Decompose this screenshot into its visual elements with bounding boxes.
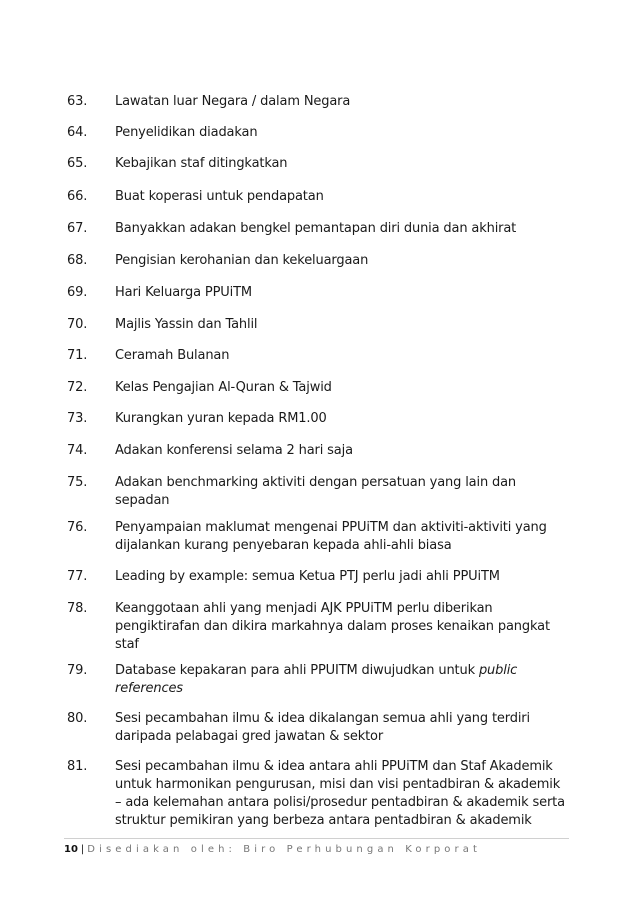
item-text: Penyampaian maklumat mengenai PPUiTM dan aktiviti-aktiviti yang dijalankan kurang penyebaran kepada ahli-ahli biasa (115, 520, 547, 553)
item-text: Buat koperasi untuk pendapatan (115, 189, 324, 204)
item-text: Sesi pecambahan ilmu & idea antara ahli PPUiTM dan Staf Akademik untuk harmonikan pengurusan, misi dan visi pentadbiran & akademik – ada kelemahan antara polisi/prosedur pentadbiran & akademik serta struktur pemikiran yang berbeza antara pentadbiran & akademik (115, 759, 565, 828)
item-text: Kebajikan staf ditingkatkan (115, 156, 288, 171)
item-text: Keanggotaan ahli yang menjadi AJK PPUiTM perlu diberikan pengiktirafan dan dikira markahnya dalam proses kenaikan pangkat staf (115, 601, 550, 652)
item-text: Leading by example: semua Ketua PTJ perlu jadi ahli PPUiTM (115, 569, 500, 584)
item-number: 70. (67, 317, 88, 332)
item-text: Adakan konferensi selama 2 hari saja (115, 443, 353, 458)
item-text: Ceramah Bulanan (115, 348, 230, 363)
item-number: 79. (67, 663, 88, 678)
item-number: 77. (67, 569, 88, 584)
item-number: 63. (67, 94, 88, 109)
footer-separator: | (80, 844, 85, 855)
item-number: 68. (67, 253, 88, 268)
item-text-plain: Database kepakaran para ahli PPUITM diwujudkan untuk (115, 663, 479, 678)
item-text (115, 662, 567, 698)
item-text: Adakan benchmarking aktiviti dengan persatuan yang lain dan sepadan (115, 475, 517, 508)
footer-divider (64, 838, 569, 839)
item-text: Lawatan luar Negara / dalam Negara (115, 94, 351, 109)
item-number: 80. (67, 711, 88, 726)
item-number: 74. (67, 443, 88, 458)
item-number: 72. (67, 380, 88, 395)
item-number: 76. (67, 520, 88, 535)
item-text: Kelas Pengajian Al-Quran & Tajwid (115, 380, 332, 395)
page-number: 10 (64, 844, 78, 855)
item-number: 66. (67, 189, 88, 204)
item-text: Penyelidikan diadakan (115, 125, 258, 140)
item-number: 65. (67, 156, 88, 171)
item-text-italic: public references (115, 663, 518, 696)
item-text: Sesi pecambahan ilmu & idea dikalangan semua ahli yang terdiri daripada pelabagai gred jawatan & sektor (115, 711, 530, 744)
footer-credit: Disediakan oleh: Biro Perhubungan Korporat (87, 844, 481, 855)
item-text: Pengisian kerohanian dan kekeluargaan (115, 253, 369, 268)
item-number: 81. (67, 759, 88, 774)
item-number: 75. (67, 475, 88, 490)
item-number: 71. (67, 348, 88, 363)
item-text: Banyakkan adakan bengkel pemantapan diri dunia dan akhirat (115, 221, 517, 236)
item-number: 64. (67, 125, 88, 140)
item-number: 78. (67, 601, 88, 616)
item-text: Majlis Yassin dan Tahlil (115, 317, 258, 332)
item-number: 69. (67, 285, 88, 300)
item-text: Kurangkan yuran kepada RM1.00 (115, 411, 327, 426)
item-text: Hari Keluarga PPUiTM (115, 285, 252, 300)
item-number: 67. (67, 221, 88, 236)
page-footer (64, 843, 481, 857)
item-number: 73. (67, 411, 88, 426)
